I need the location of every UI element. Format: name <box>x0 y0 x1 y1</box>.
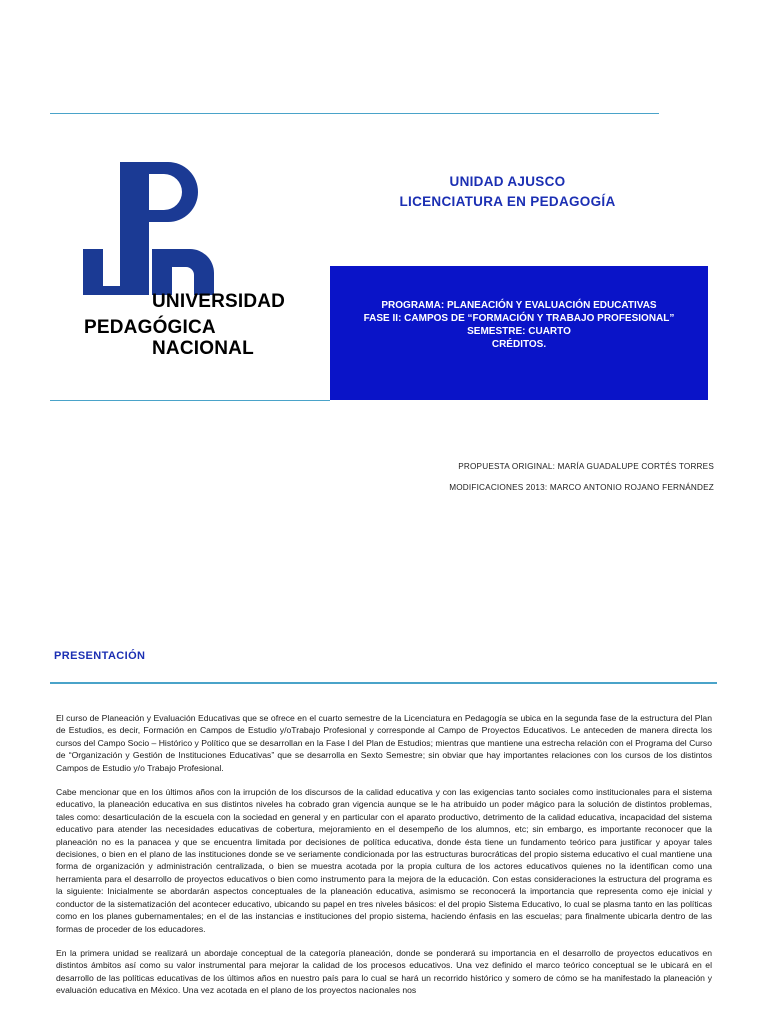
top-divider <box>50 113 659 114</box>
upn-logo-mark <box>80 160 310 295</box>
logo-word-pedagogica: PEDAGÓGICA <box>84 317 216 338</box>
paragraph: El curso de Planeación y Evaluación Educativas que se ofrece en el cuarto semestre de la Licenciatura en Pedagogía se ubica en la segunda fase de la estructura del Plan de Estudios, es decir, Formación en Campos de Estudio y/oTrabajo Profesional y corresponde al Campo de Proyectos Educativos. Le anteceden de manera directa los cursos del Campo Socio – Histórico y Político que se desarrollan en la Fase I del Plan de Estudios; mientras que mantiene una estrecha relación con el Programa del Curso de “Organización y Gestión de Instituciones Educativas” que se desarrolla en Sexto Semestre; sin obviar que hay importantes relaciones con los cursos de los distintos Campos de Estudio y/o Trabajo Profesional. <box>56 713 712 773</box>
program-box <box>330 266 708 400</box>
logo-word-universidad: UNIVERSIDAD <box>152 291 286 312</box>
presentation-body <box>56 712 712 1009</box>
paragraph: En la primera unidad se realizará un abordaje conceptual de la categoría planeación, donde se ponderará su importancia en el desarrollo de proyectos educativos en distintos ámbitos así como su valor instrumental para mejorar la calidad de los procesos educativos. Una vez definido el marco teórico conceptual se le ubicará en el desarrollo de las políticas educativas de los últimos años en nuestro país para lo cual se hará un recorrido histórico y somero de cómo se ha manifestado la planeación y evaluación educativa en México. Una vez acotada en el plano de los proyectos nacionales nos <box>56 947 712 996</box>
modifications-author: MODIFICACIONES 2013: MARCO ANTONIO ROJANO FERNÁNDEZ <box>449 483 714 492</box>
paragraph: Cabe mencionar que en los últimos años con la irrupción de los discursos de la calidad educativa y con las exigencias tanto sociales como institucionales para el sistema educativo, la planeación educativa en sus distintos niveles ha cobrado gran vigencia aunque se le ha atribuido un poder mágico para la solución de distintos problemas, tales como: desarticulación de la escuela con la sociedad en general y en particular con el aparato productivo, detrimento de la calidad educativa, incapacidad del sistema educativo para atender las necesidades educativas de cobertura, mejoramiento en el desempeño de los alumnos, etc; sin embargo, es importante reconocer que la planeación no es la panacea y que se encuentra limitada por decisiones de política educativa, donde ésta tiene un fundamento teórico para justificar y apoyar tales decisiones, o bien en el plano de las instituciones donde se ve seriamente condicionada por las estructuras burocráticas del propio sistema educativo el cual mantiene una forma de organización y administración centralizada, o bien se muestra acotada por la propia cultura de los actores educativos quienes no la identifican como una herramienta para el desarrollo de proyectos educativos o bien como instrumento para la mejora de la educación. Con estas consideraciones la estructura del programa es la siguiente: Inicialmente se abordarán aspectos conceptuales de la planeación educativa, asimismo se reconocerá la importancia que representa como eje inicial y conductor de la sistematización del acontecer educativo, ubicando su papel en tres niveles básicos: el del propio Sistema Educativo, lo cual se plasma tanto en las políticas como en los planes gubernamentales; en el de las instancias e instituciones del propio sistema, haciendo énfasis en las escuelas; para finalmente ubicarla dentro de las formas de proceder de los educadores. <box>56 787 712 934</box>
degree-name: LICENCIATURA EN PEDAGOGÍA <box>399 194 616 209</box>
program-line: PROGRAMA: PLANEACIÓN Y EVALUACIÓN EDUCATIVAS <box>381 300 657 311</box>
program-line: FASE II: CAMPOS DE “FORMACIÓN Y TRABAJO PROFESIONAL” <box>363 313 675 324</box>
unit-name: UNIDAD AJUSCO <box>449 174 566 189</box>
upn-logo <box>80 160 310 360</box>
program-line: CRÉDITOS. <box>491 339 547 350</box>
middle-divider <box>50 400 330 401</box>
program-line: SEMESTRE: CUARTO <box>467 326 571 337</box>
original-author: PROPUESTA ORIGINAL: MARÍA GUADALUPE CORTÉS TORRES <box>458 462 714 471</box>
header-block <box>360 172 655 212</box>
section-divider <box>50 682 717 684</box>
section-title: PRESENTACIÓN <box>54 650 146 662</box>
logo-word-nacional: NACIONAL <box>152 338 254 359</box>
